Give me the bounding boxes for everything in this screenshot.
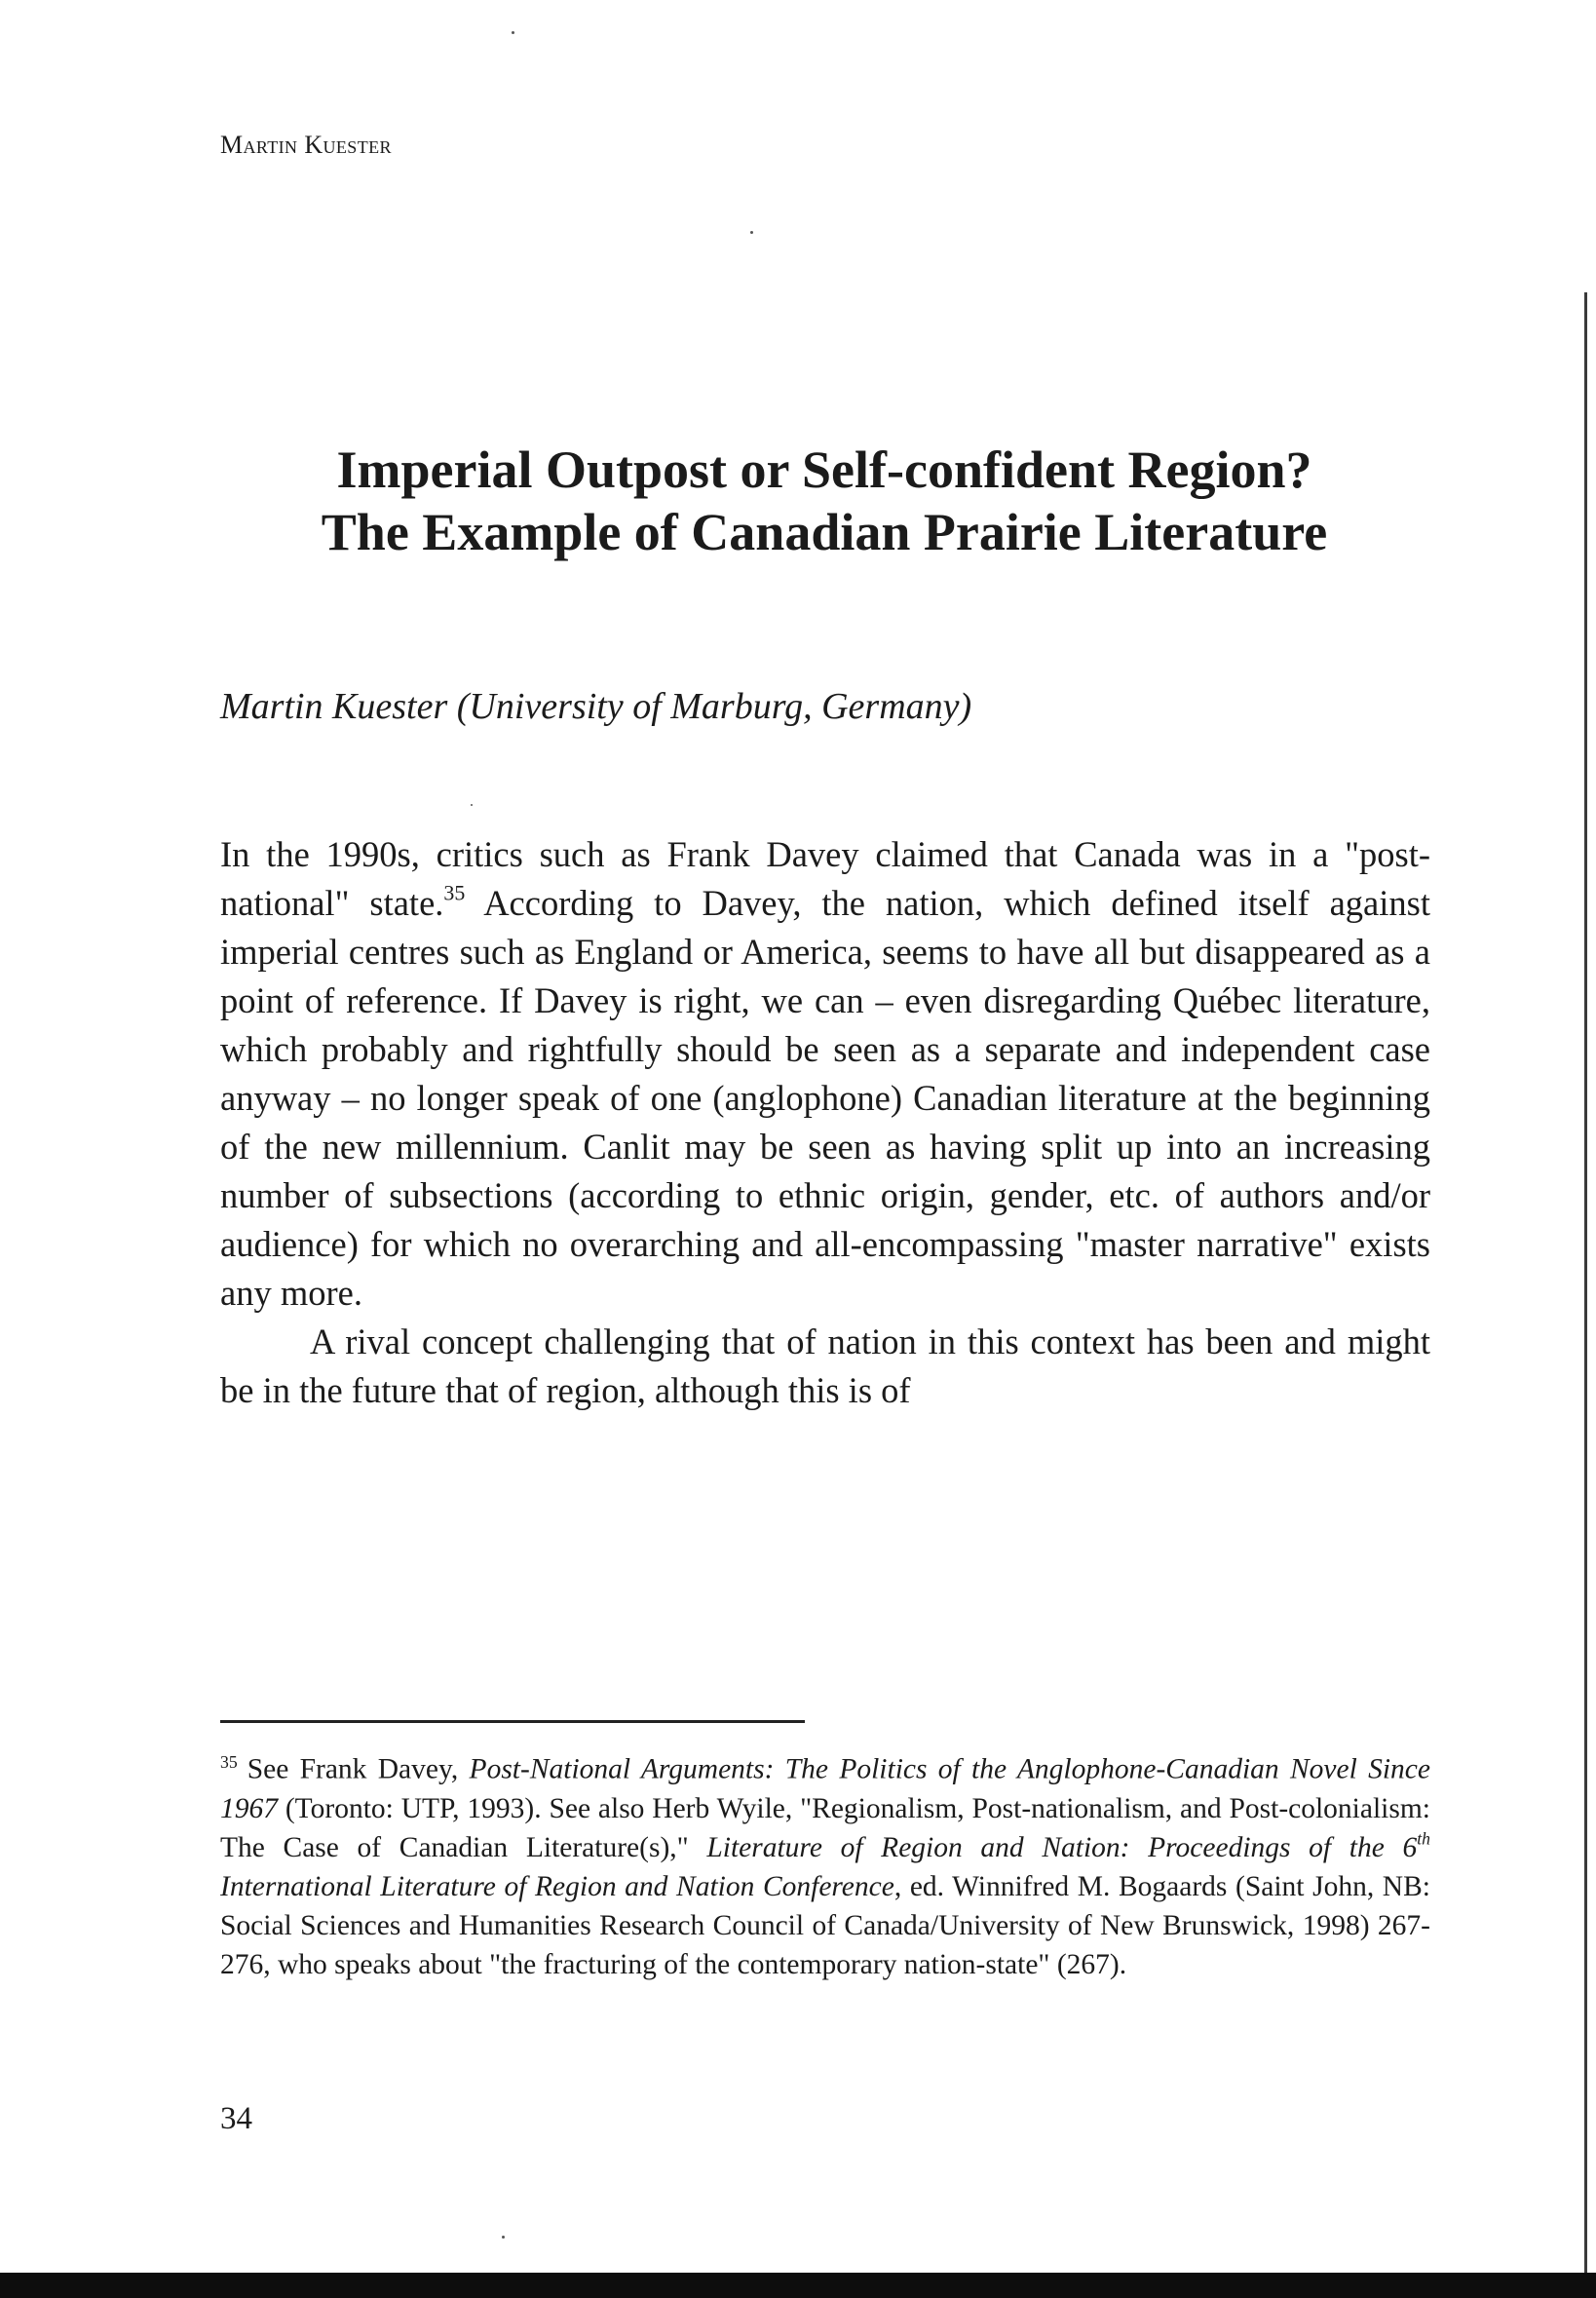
footnote-text-1: See Frank Davey, (247, 1753, 470, 1785)
article-title (220, 439, 1428, 563)
scan-speck (512, 31, 514, 34)
page-number: 34 (220, 2101, 252, 2136)
footnote-separator (220, 1720, 805, 1723)
page-edge-shadow-bottom (0, 2273, 1596, 2298)
footnote-reference: 35 (443, 880, 466, 905)
title-line-2: The Example of Canadian Prairie Literature (321, 503, 1328, 561)
footnote-number: 35 (220, 1752, 238, 1772)
paragraph-1-text-a: In the 1990s, critics such as Frank Davey claimed that Canada was in a "post-national" state. (220, 834, 1430, 923)
scan-speck (502, 2236, 505, 2239)
running-head: Martin Kuester (220, 131, 392, 159)
paragraph-1-text-b: According to Davey, the nation, which defined itself against imperial centres such as England or America, seems to have all but disappeared as a point of reference. If Davey is right, we can – even disregarding Québec literature, which probably and rightfully should be seen as a separate and independent case anyway – no longer speak of one (anglophone) Canadian literature at the beginning of the new millennium. Canlit may be seen as having split up into an increasing number of subsections (according to ethnic origin, gender, etc. of authors and/or audience) for which no overarching and all-encompassing "master narrative" exists any more. (220, 883, 1430, 1313)
footnote-cited-title-2b: International Literature of Region and Nation Conference (220, 1870, 894, 1902)
footnote-35 (220, 1743, 1430, 1984)
paragraph-1 (220, 830, 1430, 1318)
footnote-cited-title-2a: Literature of Region and Nation: Proceedings of the 6 (706, 1831, 1418, 1863)
footnote-text-3: , ed. Winnifred M. Bogaards (Saint John, NB: Social Sciences and Humanities Research Council of Canada/University of New Brunswick, 1998) 267-276, who speaks about "the fracturing of the contemporary nation-state" (267). (220, 1870, 1430, 1980)
footnote-ordinal-suffix: th (1417, 1828, 1431, 1849)
author-affiliation: Martin Kuester (University of Marburg, Germany) (220, 686, 972, 727)
footnote-text-2: (Toronto: UTP, 1993). See also Herb Wyile, "Regionalism, Post-nationalism, and Post-colonialism: The Case of Canadian Literature(s)," (220, 1792, 1430, 1863)
footnote-cited-title-1: Post-National Arguments: The Politics of the Anglophone-Canadian Novel Since 1967 (220, 1753, 1430, 1824)
title-line-1: Imperial Outpost or Self-confident Region? (336, 440, 1312, 499)
scan-speck (750, 231, 753, 234)
scan-speck (471, 804, 473, 806)
paragraph-2: A rival concept challenging that of nation in this context has been and might be in the future that of region, although this is of (220, 1321, 1430, 1410)
body-text (220, 830, 1430, 1415)
page-edge-shadow-right (1584, 292, 1587, 2280)
